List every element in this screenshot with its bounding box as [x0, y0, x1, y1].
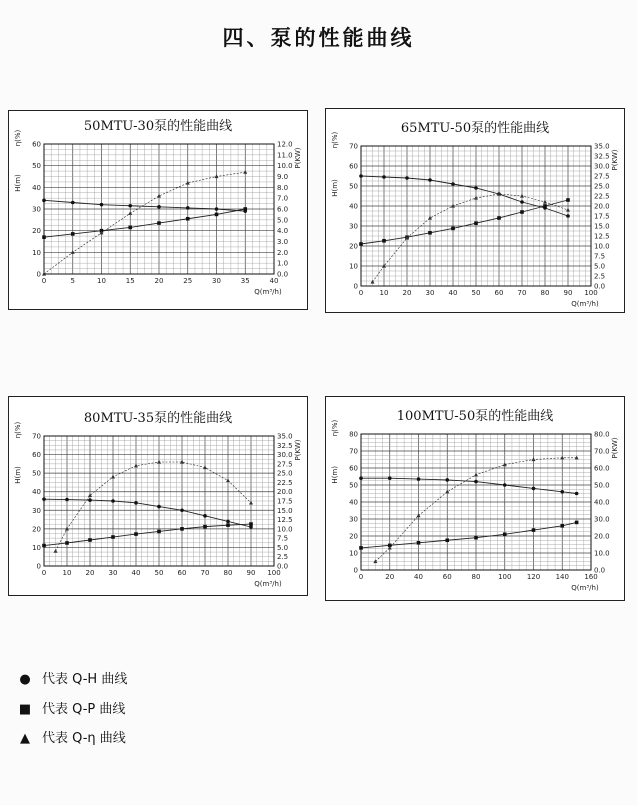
x-axis-label: Q(m³/h) — [254, 288, 282, 296]
x-tick-label: 40 — [269, 277, 279, 285]
x-tick-label: 160 — [584, 573, 598, 581]
x-tick-label: 100 — [498, 573, 512, 581]
y-left-tick-label: 40 — [349, 202, 358, 211]
y-left-tick-label: 60 — [32, 451, 41, 460]
y-right-tick-label: 1.0 — [277, 259, 289, 268]
y-right-tick-label: 17.5 — [594, 212, 610, 221]
y-left-tick-label: 30 — [349, 515, 358, 524]
y-right-axis-label: P(KW) — [294, 439, 302, 461]
y-right-tick-label: 6.0 — [277, 205, 289, 214]
data-point-qp — [560, 524, 564, 528]
y-right-tick-label: 12.5 — [594, 232, 610, 241]
data-point-qh — [382, 175, 386, 179]
x-tick-label: 80 — [540, 289, 550, 297]
data-point-qh — [157, 205, 161, 209]
y-left-tick-label: 60 — [349, 162, 358, 171]
data-point-qp — [543, 204, 547, 208]
data-point-qp — [359, 546, 363, 550]
chart-svg — [8, 110, 308, 310]
x-tick-label: 70 — [200, 569, 210, 577]
y-right-tick-label: 7.5 — [277, 534, 289, 543]
data-point-qp — [503, 533, 507, 537]
x-tick-label: 30 — [425, 289, 435, 297]
y-left-axis-label: H(m) — [14, 466, 22, 484]
y-right-tick-label: 10.0 — [277, 162, 293, 171]
data-point-qp — [249, 522, 253, 526]
square-marker-icon: ■ — [18, 702, 32, 717]
x-tick-label: 60 — [442, 573, 452, 581]
data-point-qh — [359, 174, 363, 178]
y-right-tick-label: 35.0 — [277, 432, 293, 441]
y-right-tick-label: 30.0 — [594, 162, 610, 171]
data-point-qh — [474, 480, 478, 484]
data-point-qh — [111, 499, 115, 503]
data-point-qp — [215, 213, 219, 217]
x-tick-label: 120 — [526, 573, 541, 581]
data-point-qh — [186, 206, 190, 210]
x-tick-label: 60 — [177, 569, 187, 577]
data-point-qh — [180, 508, 184, 512]
data-point-qp — [111, 535, 115, 539]
y-left-tick-label: 30 — [32, 205, 41, 214]
x-axis-label: Q(m³/h) — [254, 580, 282, 588]
y-right-tick-label: 3.0 — [277, 238, 289, 246]
data-point-qp — [203, 525, 207, 529]
chart-title: 80MTU-35泵的性能曲线 — [83, 411, 233, 426]
x-tick-label: 50 — [154, 569, 164, 577]
y-right-tick-label: 12.5 — [277, 516, 293, 525]
x-tick-label: 0 — [358, 573, 364, 581]
chart-title: 100MTU-50泵的性能曲线 — [396, 409, 554, 424]
y-right-tick-label: 2.0 — [277, 248, 289, 257]
x-tick-label: 90 — [563, 289, 573, 297]
y-left2-axis-label: η(%) — [14, 421, 22, 439]
data-point-qp — [65, 541, 69, 545]
y-right-tick-label: 15.0 — [277, 506, 293, 515]
x-tick-label: 100 — [267, 569, 281, 577]
data-point-qp — [428, 231, 432, 235]
data-point-qp — [451, 227, 455, 231]
data-point-qp — [497, 216, 501, 220]
circle-marker-icon: ● — [19, 672, 31, 687]
data-point-qh — [560, 490, 564, 494]
y-left-tick-label: 60 — [349, 464, 358, 473]
y-right-tick-label: 2.5 — [594, 272, 606, 281]
x-tick-label: 90 — [246, 569, 256, 577]
data-point-qh — [203, 514, 207, 518]
x-tick-label: 30 — [212, 277, 221, 285]
data-point-qp — [157, 221, 161, 225]
chart-panel-65mtu50 — [325, 108, 625, 313]
chart-panel-100mtu50 — [325, 396, 625, 601]
y-left-tick-label: 70 — [349, 447, 358, 456]
y-left-axis-label: H(m) — [331, 466, 339, 484]
y-right-tick-label: 10.0 — [594, 549, 610, 558]
y-left-tick-label: 70 — [32, 432, 41, 441]
data-point-qh — [71, 201, 75, 205]
y-left-tick-label: 10 — [32, 248, 41, 257]
x-tick-label: 15 — [125, 277, 135, 285]
data-point-qh — [88, 498, 92, 502]
data-point-qp — [520, 210, 524, 214]
y-right-tick-label: 20.0 — [277, 488, 293, 497]
data-point-qh — [566, 214, 570, 218]
x-tick-label: 30 — [108, 569, 118, 577]
data-point-qp — [243, 207, 247, 211]
data-point-qh — [134, 501, 138, 505]
data-point-qh — [388, 476, 392, 480]
x-tick-label: 20 — [85, 569, 95, 577]
x-tick-label: 10 — [62, 569, 72, 577]
data-point-qh — [474, 186, 478, 190]
data-point-qp — [382, 239, 386, 243]
data-point-qh — [215, 207, 219, 211]
y-right-tick-label: 7.5 — [594, 252, 606, 261]
triangle-marker-icon: ▲ — [20, 731, 30, 746]
data-point-qp — [474, 536, 478, 540]
data-point-qh — [157, 505, 161, 509]
y-left-tick-label: 40 — [32, 183, 41, 192]
data-point-qh — [65, 498, 69, 502]
x-tick-label: 40 — [131, 569, 141, 577]
y-right-tick-label: 10.0 — [277, 525, 293, 534]
y-left-tick-label: 80 — [349, 430, 358, 439]
y-right-tick-label: 35.0 — [594, 142, 610, 151]
y-right-tick-label: 60.0 — [594, 464, 610, 473]
x-tick-label: 20 — [402, 289, 412, 297]
y-right-tick-label: 0.0 — [594, 282, 606, 291]
legend-qh — [18, 668, 127, 687]
y-right-tick-label: 22.5 — [277, 478, 293, 487]
x-tick-label: 25 — [183, 277, 193, 285]
x-tick-label: 60 — [494, 289, 504, 297]
data-point-qh — [503, 483, 507, 487]
data-point-qp — [128, 226, 132, 230]
y-right-tick-label: 5.0 — [594, 262, 606, 271]
data-point-qh — [128, 204, 132, 208]
y-right-tick-label: 50.0 — [594, 481, 610, 490]
data-point-qh — [359, 476, 363, 480]
data-point-qh — [42, 199, 46, 203]
x-axis-label: Q(m³/h) — [571, 300, 599, 308]
x-tick-label: 140 — [555, 573, 569, 581]
legend-qp — [18, 698, 125, 717]
y-right-tick-label: 0.0 — [277, 270, 289, 279]
data-point-qh — [405, 176, 409, 180]
data-point-qp — [474, 221, 478, 225]
y-right-tick-label: 8.0 — [277, 183, 289, 192]
y-left-tick-label: 40 — [32, 488, 41, 497]
x-tick-label: 0 — [358, 289, 364, 297]
y-right-tick-label: 40.0 — [594, 498, 610, 507]
data-point-qp — [566, 198, 570, 202]
chart-svg — [325, 108, 625, 313]
x-tick-label: 100 — [584, 289, 598, 297]
x-tick-label: 10 — [97, 277, 106, 285]
x-tick-label: 80 — [223, 569, 233, 577]
y-right-tick-label: 25.0 — [594, 182, 610, 191]
data-point-qp — [359, 242, 363, 246]
data-point-qh — [417, 477, 421, 481]
data-point-qp — [532, 528, 536, 532]
data-point-qh — [100, 203, 104, 207]
y-left2-axis-label: η(%) — [331, 131, 339, 149]
y-left-tick-label: 10 — [32, 543, 41, 552]
y-left-tick-label: 50 — [32, 469, 41, 478]
legend-qp-label: 代表 Q-P 曲线 — [42, 702, 126, 717]
y-left-tick-label: 50 — [32, 162, 41, 171]
y-left-tick-label: 30 — [349, 222, 358, 231]
y-right-axis-label: P(KW) — [611, 437, 619, 459]
chart-svg — [8, 396, 308, 596]
x-tick-label: 0 — [41, 569, 47, 577]
y-left-tick-label: 0 — [36, 270, 41, 279]
chart-panel-80mtu35 — [8, 396, 308, 596]
y-right-tick-label: 27.5 — [277, 460, 293, 469]
data-point-qp — [157, 530, 161, 534]
y-left-tick-label: 0 — [353, 282, 358, 291]
chart-panel-50mtu30 — [8, 110, 308, 310]
y-right-tick-label: 0.0 — [277, 562, 289, 571]
y-right-tick-label: 17.5 — [277, 497, 293, 506]
x-tick-label: 5 — [70, 277, 75, 285]
data-point-qh — [42, 497, 46, 501]
y-right-tick-label: 30.0 — [277, 451, 293, 460]
y-right-tick-label: 27.5 — [594, 172, 610, 181]
grid — [44, 436, 274, 566]
x-tick-label: 10 — [379, 289, 389, 297]
y-right-axis-label: P(KW) — [611, 149, 619, 171]
y-right-axis-label: P(KW) — [294, 147, 302, 169]
data-point-qh — [451, 182, 455, 186]
page-title: 四、泵的性能曲线 — [222, 25, 415, 50]
data-point-qh — [532, 487, 536, 491]
y-right-tick-label: 70.0 — [594, 447, 610, 456]
data-point-qh — [575, 492, 579, 496]
data-point-qh — [520, 200, 524, 204]
y-right-tick-label: 4.0 — [277, 227, 289, 236]
y-left-tick-label: 0 — [353, 566, 358, 575]
y-right-tick-label: 22.5 — [594, 192, 610, 201]
x-tick-label: 40 — [414, 573, 423, 581]
y-right-tick-label: 20.0 — [594, 532, 610, 541]
x-tick-label: 50 — [471, 289, 481, 297]
y-left-tick-label: 20 — [349, 242, 358, 251]
x-tick-label: 80 — [471, 573, 481, 581]
y-right-tick-label: 12.0 — [277, 140, 293, 149]
data-point-qp — [88, 538, 92, 542]
data-point-qh — [428, 178, 432, 182]
y-left-tick-label: 70 — [349, 142, 358, 151]
data-point-qp — [180, 527, 184, 531]
y-left-axis-label: H(m) — [331, 179, 339, 197]
y-right-tick-label: 11.0 — [277, 151, 293, 160]
data-point-qp — [417, 541, 421, 545]
y-right-tick-label: 32.5 — [277, 441, 293, 450]
y-left-axis-label: H(m) — [14, 174, 22, 192]
data-point-qh — [226, 520, 230, 524]
chart-title: 50MTU-30泵的性能曲线 — [83, 119, 233, 134]
y-left-tick-label: 30 — [32, 506, 41, 515]
y-right-tick-label: 30.0 — [594, 515, 610, 524]
y-left-tick-label: 10 — [349, 262, 358, 271]
data-point-qp — [42, 544, 46, 548]
data-point-qp — [575, 521, 579, 525]
legend-qh-label: 代表 Q-H 曲线 — [42, 672, 128, 687]
x-tick-label: 0 — [41, 277, 47, 285]
y-right-tick-label: 2.5 — [277, 553, 289, 562]
y-left-tick-label: 20 — [32, 227, 41, 236]
data-point-qp — [226, 523, 230, 527]
x-axis-label: Q(m³/h) — [571, 584, 599, 592]
data-point-qh — [445, 478, 449, 482]
y-left-tick-label: 50 — [349, 182, 358, 191]
y-left2-axis-label: η(%) — [331, 419, 339, 437]
y-left-tick-label: 20 — [349, 532, 358, 541]
data-point-qp — [186, 217, 190, 221]
data-point-qp — [445, 538, 449, 542]
x-tick-label: 40 — [448, 289, 458, 297]
x-tick-label: 20 — [154, 277, 164, 285]
y-right-tick-label: 7.0 — [277, 194, 289, 203]
legend-qeta — [18, 727, 126, 746]
data-point-qp — [71, 232, 75, 236]
x-tick-label: 70 — [517, 289, 527, 297]
y-right-tick-label: 9.0 — [277, 173, 289, 181]
y-right-tick-label: 20.0 — [594, 202, 610, 211]
y-left-tick-label: 50 — [349, 481, 358, 490]
y-right-tick-label: 5.0 — [277, 216, 289, 225]
y-right-tick-label: 25.0 — [277, 469, 293, 478]
x-tick-label: 35 — [240, 277, 250, 285]
y-left-tick-label: 0 — [36, 562, 41, 571]
chart-svg — [325, 396, 625, 601]
y-left-tick-label: 40 — [349, 498, 358, 507]
chart-title: 65MTU-50泵的性能曲线 — [400, 121, 550, 136]
y-left-tick-label: 60 — [32, 140, 41, 149]
x-tick-label: 20 — [385, 573, 395, 581]
y-right-tick-label: 5.0 — [277, 543, 289, 552]
y-right-tick-label: 0.0 — [594, 566, 606, 575]
y-right-tick-label: 10.0 — [594, 242, 610, 251]
data-point-qp — [42, 235, 46, 239]
grid — [361, 146, 591, 286]
y-left-tick-label: 20 — [32, 525, 41, 534]
legend-qeta-label: 代表 Q-η 曲线 — [42, 731, 126, 746]
y-left2-axis-label: η(%) — [14, 129, 22, 147]
y-right-tick-label: 32.5 — [594, 152, 610, 161]
y-right-tick-label: 15.0 — [594, 222, 610, 231]
y-right-tick-label: 80.0 — [594, 430, 610, 439]
data-point-qp — [134, 532, 138, 536]
y-left-tick-label: 10 — [349, 549, 358, 558]
